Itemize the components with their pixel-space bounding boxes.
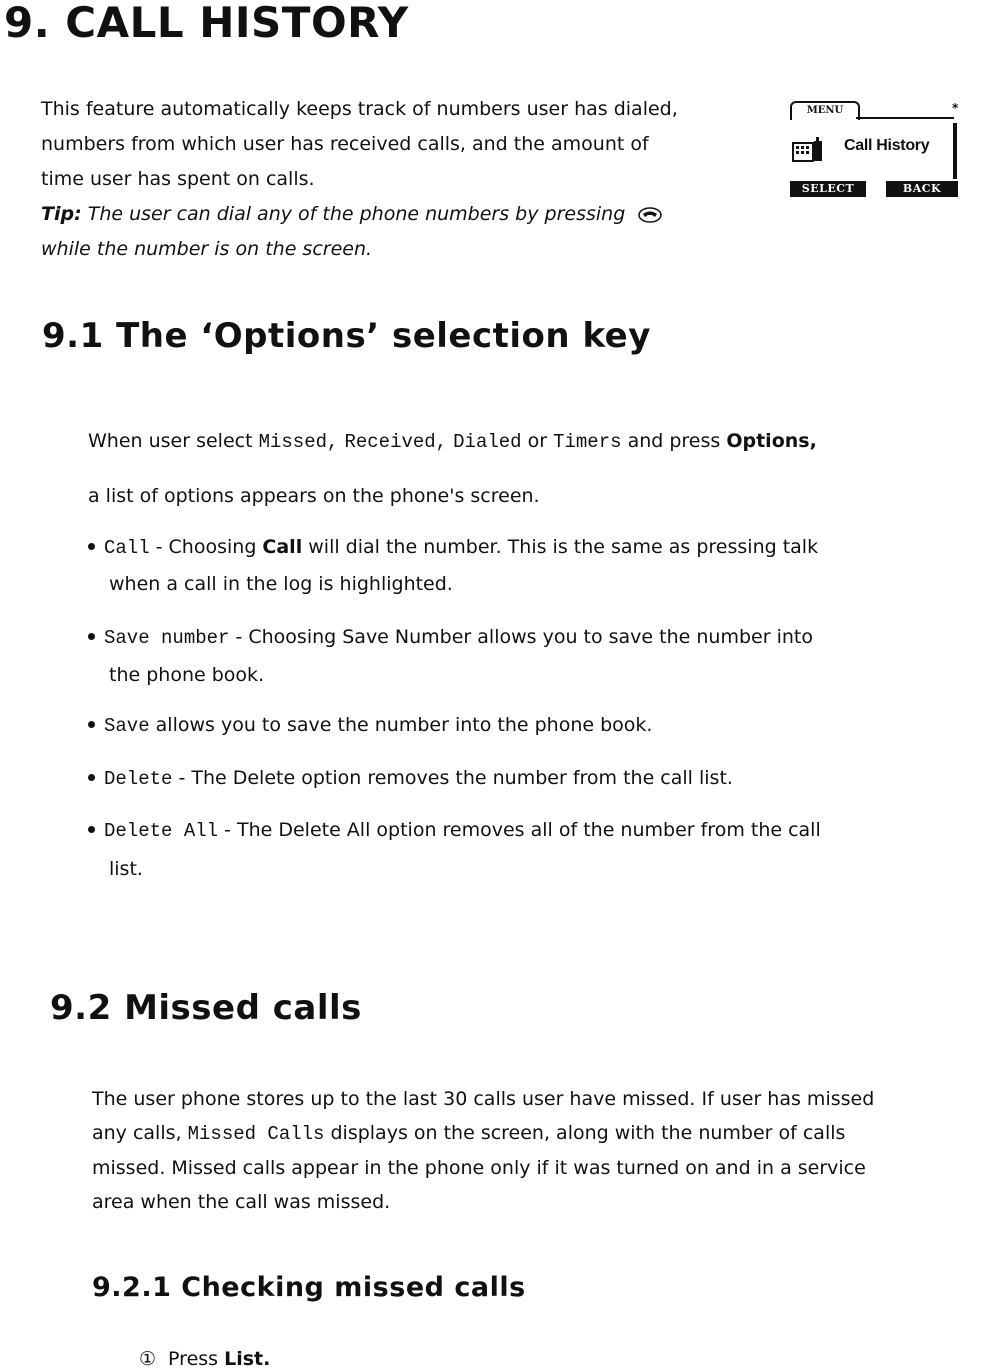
scrollbar [953,123,957,179]
select-softkey[interactable]: SELECT [790,181,866,197]
list-key-label: List. [224,1348,271,1370]
missed-line-2 [92,1116,992,1151]
bullet-dot [88,774,95,781]
bullet-code: Save [104,715,150,737]
section-9-2-heading: 9.2 Missed calls [50,988,362,1028]
bullet-code: Save number [104,627,230,649]
screen-title: Call History [844,137,930,154]
received-code: Received, [344,431,448,453]
call-history-icon [792,137,824,163]
bullet-save-number-cont: the phone book. [109,664,265,686]
bullet-dot [88,826,95,833]
bullet-dot [88,543,95,550]
intro-line-3: time user has spent on calls. [41,168,315,190]
bullet-text: - Choosing Save Number allows you to save the number into [229,626,813,648]
bullet-text: - The Delete All option removes all of the number from the call [218,819,821,841]
intro-line-1: This feature automatically keeps track of numbers user has dialed, [41,98,678,120]
missed-line-3: missed. Missed calls appear in the phone only if it was turned on and in a service [92,1157,866,1179]
bullet-delete-all-cont: list. [109,858,143,880]
tip-line-2: while the number is on the screen. [41,238,373,260]
bullet-text-b: will dial the number. This is the same as pressing talk [302,536,819,558]
section-9-2-1-heading: 9.2.1 Checking missed calls [92,1272,526,1303]
tip-line-1 [41,197,781,232]
bullet-text: - The Delete option removes the number from the call list. [172,767,733,789]
bullet-save-number [88,626,813,649]
phone-screen [790,101,960,201]
section-9-1-heading: 9.1 The ‘Options’ selection key [42,316,651,356]
missed-line-1: The user phone stores up to the last 30 calls user have missed. If user has missed [92,1088,875,1110]
missed-calls-paragraph [92,1082,992,1219]
bullet-text: - Choosing [149,536,263,558]
bullet-dot [88,721,95,728]
options-key-label: Options, [726,430,817,452]
bullet-call-cont: when a call in the log is highlighted. [109,573,453,595]
timers-code: Timers [553,431,622,453]
tip-text-1: The user can dial any of the phone numbers by pressing [87,203,626,225]
bullet-delete-all [88,819,821,842]
tip-label: Tip: [41,203,82,225]
missed-code: Missed, [258,431,339,453]
options-para-line-2: a list of options appears on the phone's screen. [88,485,540,507]
bullet-delete [88,767,733,790]
missed-calls-code: Missed Calls [187,1123,325,1145]
bullet-bold: Call [262,536,303,558]
step-1 [139,1348,270,1370]
bullet-text: allows you to save the number into the phone book. [149,714,653,736]
intro-paragraph [41,92,781,267]
bullet-call [88,536,818,559]
step-number-icon: ① [139,1348,157,1370]
intro-line-2: numbers from which user has received calls, and the amount of [41,133,649,155]
missed-line-4: area when the call was missed. [92,1191,391,1213]
and-press-text: and press [627,430,721,452]
options-para-prefix: When user select [88,430,253,452]
options-para-line-1 [88,430,817,453]
end-call-key-icon [637,206,663,224]
missed-line-2a: any calls, [92,1122,182,1144]
back-softkey[interactable]: BACK [886,181,958,197]
bullet-code: Call [104,537,150,559]
menu-label: MENU [790,101,860,120]
screen-top-border [856,117,954,119]
bullet-save [88,714,652,737]
bullet-code: Delete All [104,820,219,842]
page-title: 9. CALL HISTORY [4,0,409,47]
bullet-dot [88,633,95,640]
bullet-code: Delete [104,768,173,790]
step-prefix: Press [168,1348,219,1370]
dialed-code: Dialed [453,431,522,453]
missed-line-2b: displays on the screen, along with the number of calls [330,1122,846,1144]
indicator-icon: * [952,101,959,115]
or-text: or [527,430,548,452]
